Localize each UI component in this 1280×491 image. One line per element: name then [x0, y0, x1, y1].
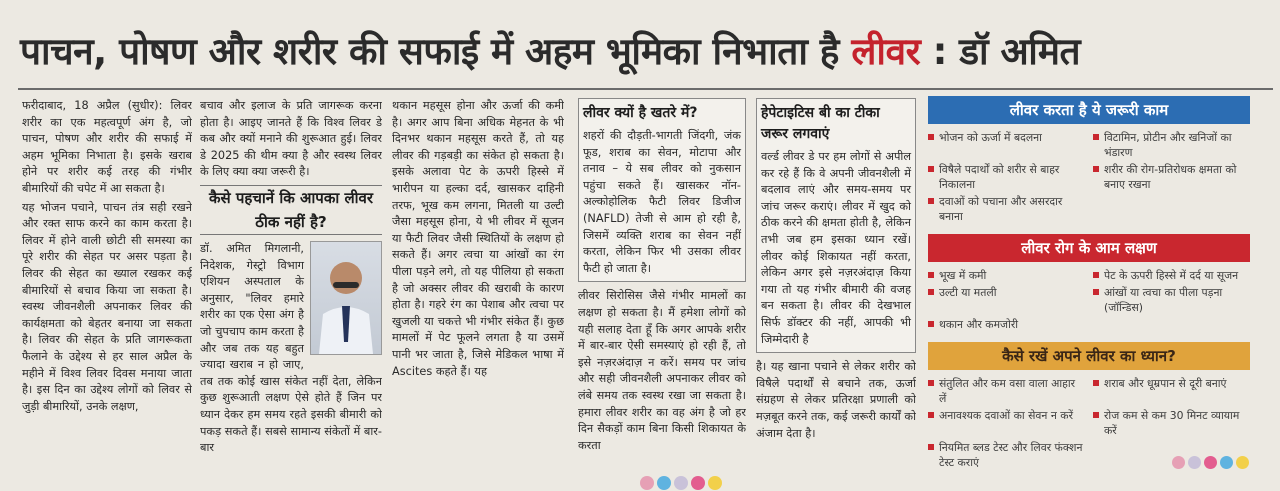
list-item: नियमित ब्लड टेस्ट और लिवर फंक्शन टेस्ट कराएं — [928, 440, 1085, 470]
dot-icon — [657, 476, 671, 490]
decorative-dots — [1172, 456, 1262, 470]
paragraph: बचाव और इलाज के प्रति जागरूक करना होता है। आइए जानते हैं कि विश्व लिवर डे कब और क्यों मनाने की शुरूआत हुई। लिवर डे 2025 की थीम क्या है और स्वस्थ लिवर के लिए क्या क्या जरूरी है। — [200, 99, 382, 179]
article-column-3 — [392, 98, 564, 483]
list-item: थकान और कमजोरी — [928, 317, 1085, 332]
paragraph: वर्ल्ड लीवर डे पर हम लोगों से अपील कर रहे हैं कि वे अपनी जीवनशैली में बदलाव लाएं और समय-समय पर जांच जरूर कराएं। लीवर में खुद को ठीक करने की क्षमता होती है, लेकिन तभी जब हम इसका ध्यान रखें। लीवर कोई शिकायत नहीं करता, लेकिन अगर इसे नज़रअंदाज़ किया गया तो यह गंभीर बीमारी की वजह बन सकता है। लीवर की देखभाल सिर्फ डॉक्टर की नहीं, आपकी भी जिम्मेदारी है — [761, 150, 911, 346]
list-item: आंखों या त्वचा का पीला पड़ना (जॉन्डिस) — [1093, 285, 1250, 315]
dot-icon — [708, 476, 722, 490]
box-heading: लीवर क्यों है खतरे में? — [583, 105, 698, 121]
dot-icon — [1172, 456, 1185, 469]
dot-icon — [1204, 456, 1217, 469]
headline-accent: लीवर — [851, 30, 921, 73]
paragraph: डॉ. अमित मिगलानी, निदेशक, गेस्ट्रो विभाग एशियन अस्पताल के अनुसार, "लिवर हमारे शरीर का एक ऐसा अंग है जो चुपचाप काम करता है और जब तक यह बहुत ज्यादा खराब न हो जाए, तब तक कोई खास संकेत नहीं देता, लेकिन कुछ शुरूआती लक्षण ऐसे होते हैं जिन पर ध्यान देकर हम समय रहते इसकी बीमारी को पकड़ सकते हैं। सबसे सामान्य संकेतों में बार-बार — [200, 241, 382, 455]
info-box — [756, 98, 916, 353]
person-icon — [311, 242, 381, 354]
bullet-list — [928, 130, 1250, 226]
paragraph: थकान महसूस होना और ऊर्जा की कमी है। अगर आप बिना अधिक मेहनत के भी दिनभर थकान महसूस करते हैं, तो यह लीवर की गड़बड़ी का संकेत हो सकता है। इसके अलावा पेट के ऊपरी हिस्से में भारीपन या हल्का दर्द, खासकर दाहिनी तरफ, भूख कम लगना, मितली या उल्टी जैसा महसूस होना, ये भी लीवर में सूजन या फैटी लिवर जैसी स्थितियों के लक्षण हो सकते हैं। अगर त्वचा या आंखों का रंग पीला पड़ने लगे, तो यह पीलिया हो सकता है जो अक्सर लीवर की खराबी के कारण होता है। गहरे रंग का पेशाब और त्वचा पर खुजली या चकत्ते भी गंभीर संकेत हैं। कुछ मामलों में पेट फूलने लगता है या उसमें पानी भर जाता है, जिसे मेडिकल भाषा में Ascites कहते हैं। यह — [392, 99, 564, 378]
list-item: दवाओं को पचाना और असरदार बनाना — [928, 194, 1085, 224]
headline-rule — [18, 88, 1273, 90]
section-banner: लीवर करता है ये जरूरी काम — [928, 96, 1250, 124]
list-item: विषैले पदार्थों को शरीर से बाहर निकालना — [928, 162, 1085, 192]
dot-icon — [1188, 456, 1201, 469]
list-item: उल्टी या मतली — [928, 285, 1085, 315]
list-item: पेट के ऊपरी हिस्से में दर्द या सूजन — [1093, 268, 1250, 283]
article-column-1 — [22, 98, 192, 483]
list-item: संतुलित और कम वसा वाला आहार लें — [928, 376, 1085, 406]
paragraph: है। यह खाना पचाने से लेकर शरीर को विषैले पदार्थों से बचाने तक, ऊर्जा संग्रहण से लेकर प्रतिरक्षा प्रणाली को मज़बूत करने तक, कई जरूरी कार्यों को अंजाम देता है। — [756, 360, 916, 440]
dot-icon — [691, 476, 705, 490]
paragraph: शहरों की दौड़ती-भागती जिंदगी, जंक फूड, शराब का सेवन, मोटापा और तनाव – ये सब लीवर को नुकसान पहुंचा सकते हैं। खासकर नॉन-अल्कोहोलिक फैटी लिवर डिजीज (NAFLD) तेजी से आम हो रही है, जिसमें व्यक्ति शराब का सेवन नहीं करता, लेकिन फिर भी उसका लीवर फैटी हो जाता है। — [583, 129, 741, 275]
dot-icon — [1220, 456, 1233, 469]
list-item: अनावश्यक दवाओं का सेवन न करें — [928, 408, 1085, 438]
list-item: विटामिन, प्रोटीन और खनिजों का भंडारण — [1093, 130, 1250, 160]
sidebar-infobox — [928, 96, 1250, 470]
paragraph: लीवर सिरोसिस जैसे गंभीर मामलों का लक्षण हो सकता है। मैं हमेशा लोगों को यही सलाह देता हूँ कि अगर आपके शरीर में बार-बार ऐसी समस्याएं हो रही हैं, तो इसे नज़रअंदाज़ न करें। समय पर जांच और सही जीवनशैली अपनाकर लीवर को लंबे समय तक स्वस्थ रखा जा सकता है। हमारा लीवर शरीर का वह अंग है जो हर दिन सैकड़ों काम बिना किसी शिकायत के करता — [578, 289, 746, 452]
decorative-dots — [640, 476, 722, 490]
headline-byline: : डॉ अमित — [920, 30, 1081, 73]
article-column-5 — [756, 98, 916, 483]
list-item: भूख में कमी — [928, 268, 1085, 283]
dot-icon — [640, 476, 654, 490]
list-item: शरीर की रोग-प्रतिरोधक क्षमता को बनाए रखना — [1093, 162, 1250, 192]
headline — [20, 22, 1270, 82]
box-heading: हेपेटाइटिस बी का टीका जरूर लगवाएं — [761, 105, 880, 142]
article-column-2 — [200, 98, 382, 483]
info-box — [578, 98, 746, 282]
subheading: कैसे पहचानें कि आपका लीवर ठीक नहीं है? — [200, 185, 382, 235]
paragraph: यह भोजन पचाने, पाचन तंत्र सही रखने और रक्त साफ करने का काम करता है। लिवर में होने वाली छोटी सी समस्या का पूरे शरीर की सेहत पर असर पड़ता है। लिवर की सेहत का ख्याल रखकर कई बीमारियों से बचाव किया जा सकता है। स्वस्थ जीवनशैली अपनाकर लिवर की कार्यक्षमता को बेहतर बनाया जा सकता है। लिवर की सेहत के प्रति जागरूकता फैलाने के उद्देश्य से हर साल अप्रैल के महीने में विश्व लिवर दिवस मनाया जाता है। इस दिन का उद्देश्य लोगों को लिवर से जुड़ी बीमारियों, उनके लक्षण, — [22, 200, 192, 413]
dot-icon — [674, 476, 688, 490]
section-banner: लीवर रोग के आम लक्षण — [928, 234, 1250, 262]
list-item: भोजन को ऊर्जा में बदलना — [928, 130, 1085, 160]
doctor-photo — [310, 241, 382, 355]
paragraph: फरीदाबाद, 18 अप्रैल (सुधीर): लिवर शरीर का एक महत्वपूर्ण अंग है, जो पाचन, पोषण और शरीर की सफाई में अहम भूमिका निभाता है। इसके खराब होने पर शरीर कई तरह की गंभीर बीमारियों की चपेट में आ सकता है। — [22, 99, 192, 195]
dot-icon — [1236, 456, 1249, 469]
bullet-list — [928, 268, 1250, 334]
headline-main: पाचन, पोषण और शरीर की सफाई में अहम भूमिका निभाता है — [20, 30, 852, 73]
list-item: रोज कम से कम 30 मिनट व्यायाम करें — [1093, 408, 1250, 438]
section-banner: कैसे रखें अपने लीवर का ध्यान? — [928, 342, 1250, 370]
article-column-4 — [578, 98, 746, 483]
list-item: शराब और धूम्रपान से दूरी बनाएं — [1093, 376, 1250, 406]
